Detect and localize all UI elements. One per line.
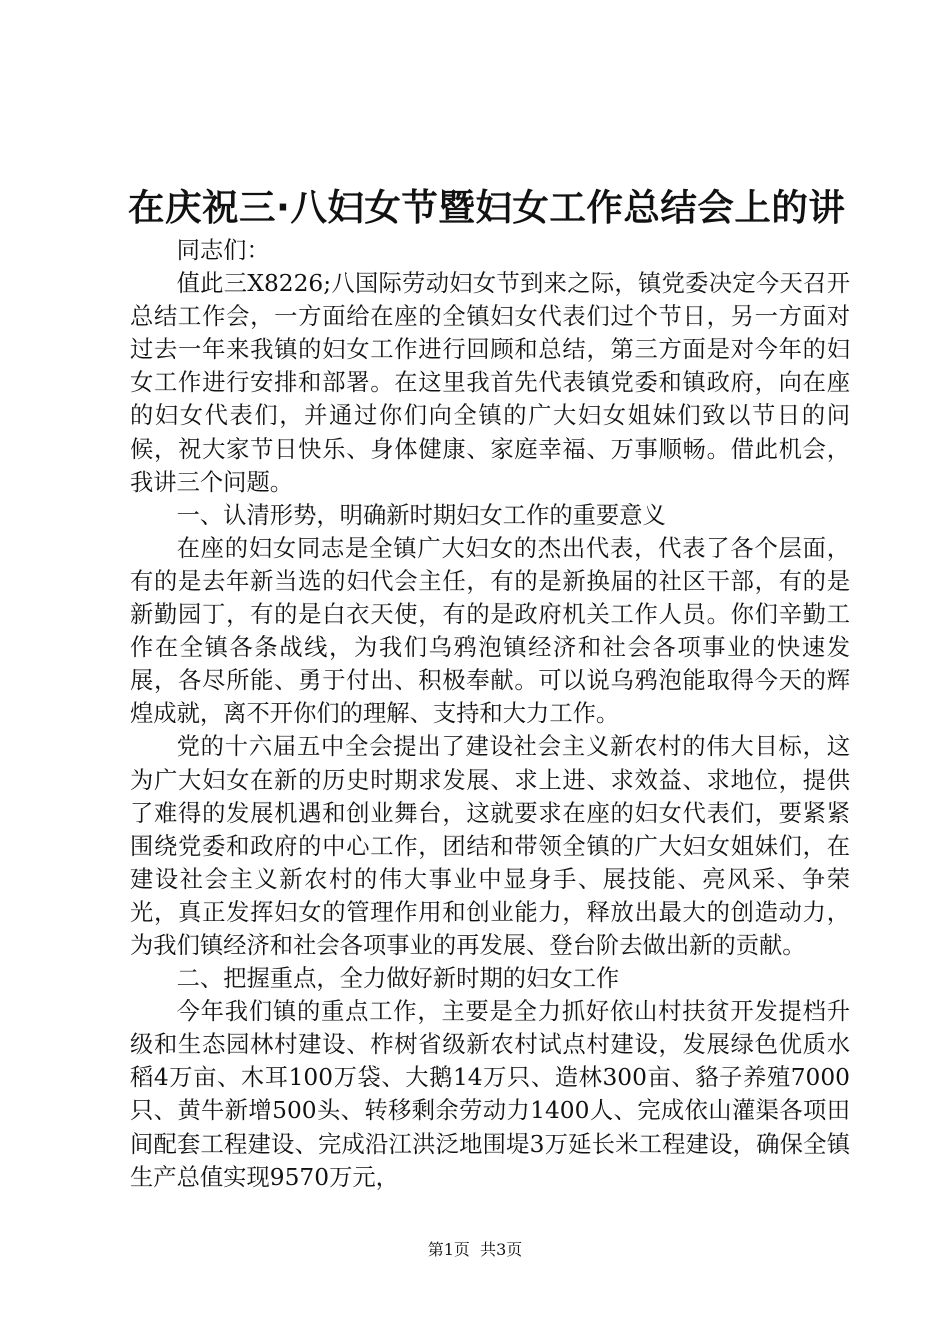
paragraph: 今年我们镇的重点工作，主要是全力抓好依山村扶贫开发提档升级和生态园林村建设、柞树省级新农村试点村建设，发展绿色优质水稻4万亩、木耳100万袋、大鹅14万只、造林300亩、貉子养殖7000只、黄牛新增500头、转移剩余劳动力1400人、完成依山灌渠各项田间配套工程建设、完成沿江洪泛地围堤3万延长米工程建设，确保全镇生产总值实现9570万元， <box>130 998 850 1191</box>
paragraph-salutation: 同志们： <box>176 237 270 264</box>
document-body <box>130 234 850 1194</box>
paragraph: 在座的妇女同志是全镇广大妇女的杰出代表，代表了各个层面，有的是去年新当选的妇代会主任，有的是新换届的社区干部，有的是新勤园丁，有的是白衣天使，有的是政府机关工作人员。你们辛勤工作在全镇各条战线，为我们乌鸦泡镇经济和社会各项事业的快速发展，各尽所能、勇于付出、积极奉献。可以说乌鸦泡能取得今天的辉煌成就，离不开你们的理解、支持和大力工作。 <box>130 534 850 728</box>
document-title: 在庆祝三·八妇女节暨妇女工作总结会上的讲 <box>128 186 846 229</box>
paragraph: 党的十六届五中全会提出了建设社会主义新农村的伟大目标，这为广大妇女在新的历史时期求发展、求上进、求效益、求地位，提供了难得的发展机遇和创业舞台，这就要求在座的妇女代表们，要紧紧围绕党委和政府的中心工作，团结和带领全镇的广大妇女姐妹们，在建设社会主义新农村的伟大事业中显身手、展技能、亮风采、争荣光，真正发挥妇女的管理作用和创业能力，释放出最大的创造动力，为我们镇经济和社会各项事业的再发展、登台阶去做出新的贡献。 <box>130 733 850 959</box>
section-heading-2: 二、把握重点，全力做好新时期的妇女工作 <box>176 965 620 993</box>
page-total: 共3页 <box>480 1240 523 1259</box>
page-footer <box>0 1240 950 1260</box>
page-number: 第1页 <box>427 1240 470 1259</box>
section-heading-1: 一、认清形势，明确新时期妇女工作的重要意义 <box>176 501 666 529</box>
paragraph-intro: 值此三X8226;八国际劳动妇女节到来之际，镇党委决定今天召开总结工作会，一方面给在座的全镇妇女代表们过个节日，另一方面对过去一年来我镇的妇女工作进行回顾和总结，第三方面是对今年的妇女工作进行安排和部署。在这里我首先代表镇党委和镇政府，向在座的妇女代表们，并通过你们向全镇的广大妇女姐妹们致以节日的问候，祝大家节日快乐、身体健康、家庭幸福、万事顺畅。借此机会，我讲三个问题。 <box>130 270 850 496</box>
